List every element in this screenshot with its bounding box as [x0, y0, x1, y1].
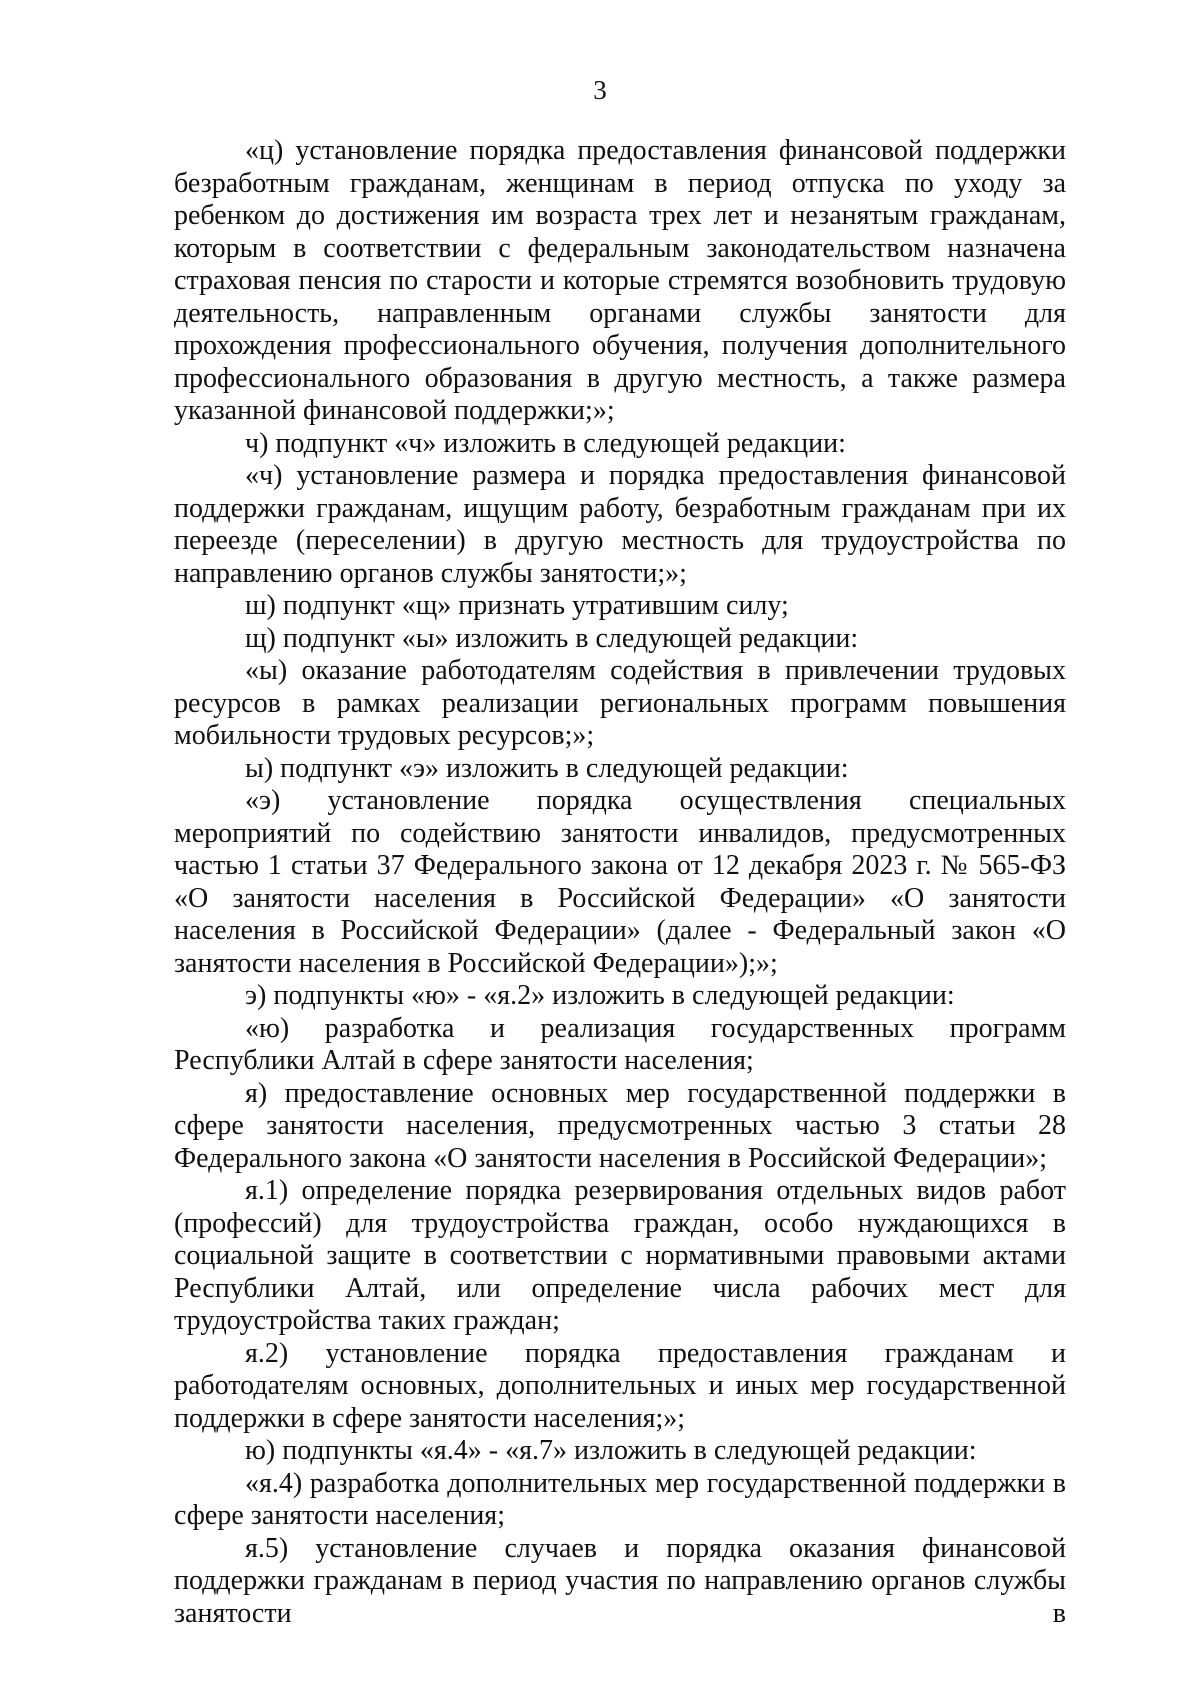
paragraph-item-y: «ы) оказание работодателям содействия в привлечении трудовых ресурсов в рамках реализации региональных программ повышения мобильности трудовых ресурсов;»; — [174, 655, 1066, 751]
paragraph-instruction-e: э) подпункты «ю» - «я.2» изложить в следующей редакции: — [245, 980, 955, 1011]
paragraph-item-ya-4: «я.4) разработка дополнительных мер государственной поддержки в сфере занятости населения; — [174, 1467, 1066, 1531]
document-body — [174, 135, 1066, 1630]
page-number: 3 — [593, 75, 607, 105]
paragraph-instruction-shch: щ) подпункт «ы» изложить в следующей редакции: — [245, 622, 859, 654]
paragraph-item-ts: «ц) установление порядка предоставления финансовой поддержки безработным гражданам, женщинам в период отпуска по уходу за ребенком до достижения им возраста трех лет и незанятым гражданам, которым в соответствии с федеральным законодательством назначена страховая пенсия по старости и которые стремятся возобновить трудовую деятельность, направленным органами службы занятости для прохождения профессионального обучения, получения дополнительного профессионального образования в другую местность, а также размера указанной финансовой поддержки;»; — [174, 135, 1066, 426]
paragraph-item-ya: я) предоставление основных мер государственной поддержки в сфере занятости населения, предусмотренных частью 3 статьи 28 Федерального закона «О занятости населения в Российской Федерации»; — [174, 1077, 1066, 1174]
paragraph-item-yu: «ю) разработка и реализация государственных программ Республики Алтай в сфере занятости населения; — [174, 1012, 1066, 1076]
paragraph-instruction-sh: ш) подпункт «щ» признать утратившим силу; — [245, 590, 789, 621]
paragraph-item-ya-1: я.1) определение порядка резервирования отдельных видов работ (профессий) для трудоустройства граждан, особо нуждающихся в социальной защите в соответствии с нормативными правовыми актами Республики Алтай, или определение числа рабочих мест для трудоустройства таких граждан; — [174, 1175, 1066, 1336]
paragraph-instruction-yu: ю) подпункты «я.4» - «я.7» изложить в следующей редакции: — [245, 1435, 977, 1466]
paragraph-item-ya-5: я.5) установление случаев и порядка оказания финансовой поддержки гражданам в период участия по направлению органов службы занятости в — [174, 1532, 1066, 1629]
paragraph-item-ya-2: я.2) установление порядка предоставления гражданам и работодателям основных, дополнительных и иных мер государственной поддержки в сфере занятости населения;»; — [174, 1337, 1066, 1434]
paragraph-item-ch: «ч) установление размера и порядка предоставления финансовой поддержки гражданам, ищущим работу, безработным гражданам при их переезде (переселении) в другую местность для трудоустройства по направлению органов службы занятости;»; — [174, 460, 1066, 589]
paragraph-item-e: «э) установление порядка осуществления специальных мероприятий по содействию занятости инвалидов, предусмотренных частью 1 статьи 37 Федерального закона от 12 декабря 2023 г. № 565-ФЗ «О занятости населения в Российской Федерации» «О занятости населения в Российской Федерации» (далее - Федеральный закон «О занятости населения в Российской Федерации»);»; — [174, 785, 1066, 979]
paragraph-instruction-ch: ч) подпункт «ч» изложить в следующей редакции: — [245, 427, 846, 459]
paragraph-instruction-y: ы) подпункт «э» изложить в следующей редакции: — [245, 752, 849, 784]
